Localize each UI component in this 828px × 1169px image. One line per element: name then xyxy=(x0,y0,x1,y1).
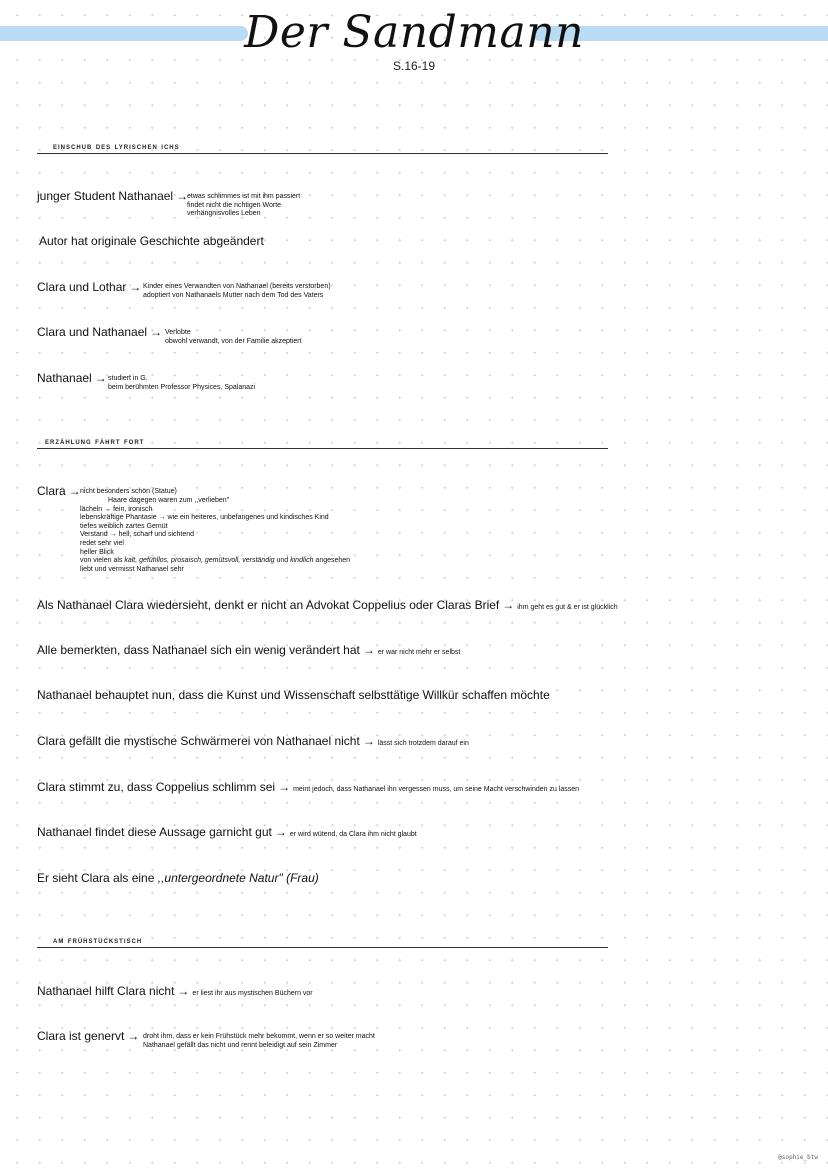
entry-wiedersehen: Als Nathanael Clara wiedersieht, denkt er nicht an Advokat Coppelius oder Claras Brief → ihm geht es gut & er ist glücklich xyxy=(37,598,618,612)
entry-kunst: Nathanael behauptet nun, dass die Kunst und Wissenschaft selbsttätige Willkür schaffen möchte xyxy=(37,688,550,702)
entry-clara-note-first: nicht besonders schön (Statue) xyxy=(80,488,177,495)
arrow-icon: → xyxy=(129,280,142,294)
entry-clara: Clara → xyxy=(37,484,81,498)
entry-nathanael-studium-notes: studiert in G. beim berühmten Professor Physices, Spalanazi xyxy=(108,375,256,391)
arrow-icon: → xyxy=(127,1029,140,1043)
entry-autor: Autor hat originale Geschichte abgeändert xyxy=(39,234,264,248)
section-rule xyxy=(37,153,608,154)
arrow-icon: → xyxy=(362,643,375,657)
entry-coppelius: Clara stimmt zu, dass Coppelius schlimm sei → meint jedoch, dass Nathanael ihn vergessen muss, um seine Macht verschwinden zu lassen xyxy=(37,780,580,794)
entry-student-notes: etwas schlimmes ist mit ihm passiert findet nicht die richtigen Worte verhängnisvolles Leben xyxy=(187,193,301,218)
footer-handle: @sophie_btw xyxy=(778,1154,818,1161)
entry-aussage: Nathanael findet diese Aussage garnicht gut → er wird wütend, da Clara ihm nicht glaubt xyxy=(37,825,417,839)
arrow-icon: → xyxy=(150,325,163,339)
section-rule xyxy=(37,947,608,948)
section-heading-fruehstueck: am frühstückstisch xyxy=(53,935,143,945)
entry-genervt-notes: droht ihm, dass er kein Frühstück mehr bekommt, wenn er so weiter macht Nathanael gefällt das nicht und rennt beleidigt auf sein Zimmer xyxy=(143,1033,375,1049)
entry-natur: Er sieht Clara als eine ,,untergeordnete Natur" (Frau) xyxy=(37,871,319,885)
arrow-icon: → xyxy=(68,484,81,498)
arrow-icon: → xyxy=(176,189,189,203)
page-range: S.16-19 xyxy=(392,59,436,73)
arrow-icon: → xyxy=(274,825,287,839)
section-heading-erzaehlung: erzählung fährt fort xyxy=(45,436,145,446)
arrow-icon: → xyxy=(278,780,291,794)
entry-clara-lothar: Clara und Lothar → xyxy=(37,280,142,294)
section-rule xyxy=(37,448,608,449)
entry-schwaermerei: Clara gefällt die mystische Schwärmerei von Nathanael nicht → lässt sich trotzdem darauf ein xyxy=(37,734,469,748)
page-title: Der Sandmann xyxy=(244,7,584,58)
arrow-icon: → xyxy=(362,734,375,748)
entry-nathanael-studium: Nathanael → xyxy=(37,371,107,385)
entry-clara-lothar-notes: Kinder eines Verwandten von Nathanael (bereits verstorben) adoptiert von Nathanaels Mutter nach dem Tod des Vaters xyxy=(143,283,331,299)
entry-clara-notes: Haare dagegen waren zum ,,verlieben" lächeln → fein, ironisch lebenskräftige Phantasie → wie ein heiteres, unbefangenes und kindisches Kind tiefes weiblich zartes Gemüt Verstand → hell, scharf und sichtend redet sehr viel heller Blick von vielen als kalt, gefühllos, prosaisch, gemütsvoll, verständig und kindlich angesehen liebt und vermisst Nathanael sehr xyxy=(80,497,351,573)
entry-clara-nathanael: Clara und Nathanael → xyxy=(37,325,163,339)
section-heading-einschub: einschub des lyrischen ichs xyxy=(53,141,180,151)
entry-hilft-nicht: Nathanael hilft Clara nicht → er liest ihr aus mystischen Büchern vor xyxy=(37,984,313,998)
entry-veraendert: Alle bemerkten, dass Nathanael sich ein wenig verändert hat → er war nicht mehr er selbst xyxy=(37,643,461,657)
entry-clara-nathanael-notes: Verlobte obwohl verwandt, von der Familie akzeptiert xyxy=(165,329,302,345)
entry-genervt: Clara ist genervt → xyxy=(37,1029,140,1043)
arrow-icon: → xyxy=(94,371,107,385)
entry-student: junger Student Nathanael → xyxy=(37,189,189,203)
arrow-icon: → xyxy=(177,984,190,998)
arrow-icon: → xyxy=(502,598,515,612)
